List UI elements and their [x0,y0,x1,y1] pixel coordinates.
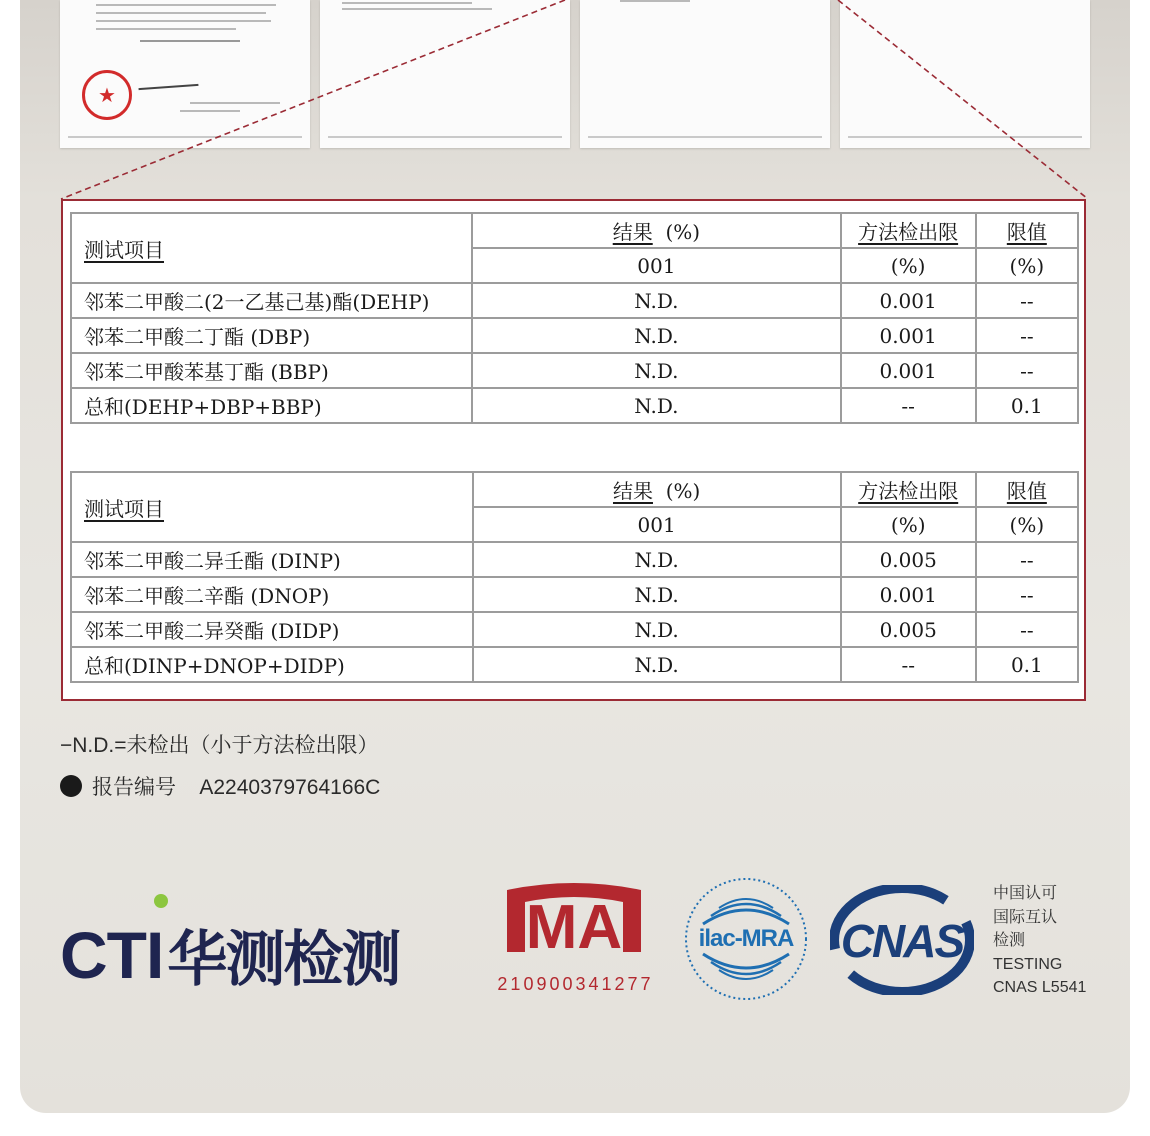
header-item: 测试项目 [71,472,473,542]
table-row: 邻苯二甲酸二异壬酯 (DINP) N.D. 0.005 -- [71,542,1078,577]
header-limit: 限值 [976,213,1078,248]
table-row: 邻苯二甲酸二(2一乙基己基)酯(DEHP) N.D. 0.001 -- [71,283,1078,318]
table-row: 总和(DEHP+DBP+BBP) N.D. -- 0.1 [71,388,1078,423]
header-item: 测试项目 [71,213,472,283]
cti-logo: CTI华测检测 [60,912,399,998]
header-limit: 限值 [976,472,1078,507]
cma-logo [493,880,655,970]
red-seal-stamp: ★ [82,70,132,120]
report-number-line [60,771,380,801]
cnas-logo [830,885,974,995]
bullet-icon [60,775,82,797]
cti-logo-dot [154,894,168,908]
table-row: 邻苯二甲酸二辛酯 (DNOP) N.D. 0.001 -- [71,577,1078,612]
header-limit-unit: (%) [976,507,1078,542]
nd-footnote: −N.D.=未检出（小于方法检出限） [60,734,379,757]
header-result: 结果 (%) [472,213,840,248]
cma-number: 210900341277 [497,974,654,994]
svg-text:ilac-MRA: ilac-MRA [698,925,794,952]
report-number-label: 报告编号 [92,776,176,799]
header-result: 结果 (%) [473,472,841,507]
report-number: A2240379764166C [199,776,381,799]
ilac-mra-logo [683,876,809,1002]
table-row: 总和(DINP+DNOP+DIDP) N.D. -- 0.1 [71,647,1078,682]
table-row: 邻苯二甲酸二异癸酯 (DIDP) N.D. 0.005 -- [71,612,1078,647]
header-sample-id: 001 [472,248,840,283]
svg-text:MA: MA [525,893,623,962]
phthalate-table-2 [70,471,1079,683]
table-row: 邻苯二甲酸苯基丁酯 (BBP) N.D. 0.001 -- [71,353,1078,388]
zoom-indicator-lines [0,0,1150,210]
header-mdl: 方法检出限 [841,213,976,248]
svg-text:CNAS: CNAS [840,915,964,967]
header-sample-id: 001 [473,507,841,542]
header-mdl-unit: (%) [841,507,976,542]
cnas-accreditation-text: 中国认可 国际互认 检测 TESTING CNAS L5541 [993,885,1087,996]
phthalate-table-1 [70,212,1079,424]
header-mdl-unit: (%) [841,248,976,283]
table-row: 邻苯二甲酸二丁酯 (DBP) N.D. 0.001 -- [71,318,1078,353]
header-mdl: 方法检出限 [841,472,976,507]
header-limit-unit: (%) [976,248,1078,283]
